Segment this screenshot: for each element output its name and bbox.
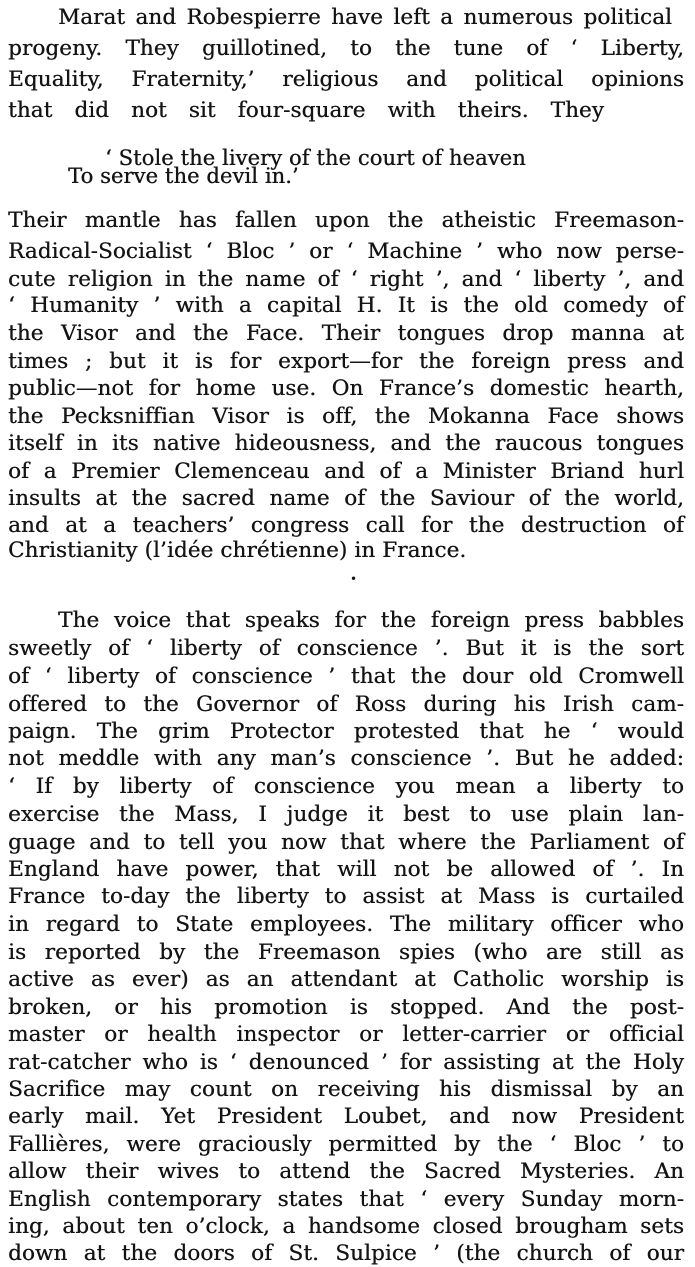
text-line: the Pecksniffian Visor is off, the Mokanna Face shows <box>8 404 684 429</box>
text-line: ‘ If by liberty of conscience you mean a liberty to <box>8 774 684 799</box>
text-line: ‘ Humanity ’ with a capital H. It is the old comedy of <box>8 293 684 318</box>
text-line: paign. The grim Protector protested that he ‘ would <box>8 719 684 744</box>
text-line: down at the doors of St. Sulpice ’ (the church of our <box>8 1241 684 1266</box>
text-line: offered to the Governor of Ross during his Irish cam- <box>8 692 684 717</box>
text-line: Sacrifice may count on receiving his dismissal by an <box>8 1077 684 1102</box>
text-line: exercise the Mass, I judge it best to use plain lan- <box>8 802 684 827</box>
text-line: progeny. They guillotined, to the tune of ‘ Liberty, <box>8 36 684 61</box>
text-line: in regard to State employees. The military officer who <box>8 912 684 937</box>
text-line: insults at the sacred name of the Saviour of the world, <box>8 486 684 511</box>
text-line: Radical-Socialist ‘ Bloc ’ or ‘ Machine ’ who now perse- <box>8 239 684 264</box>
section-break-ornament: • <box>350 572 358 586</box>
text-line: England have power, that will not be allowed of ’. In <box>8 857 684 882</box>
text-line: sweetly of ‘ liberty of conscience ’. But it is the sort <box>8 636 684 661</box>
text-line: The voice that speaks for the foreign press babbles <box>58 608 684 633</box>
text-line: allow their wives to attend the Sacred Mysteries. An <box>8 1159 684 1184</box>
text-line: active as ever) as an attendant at Catholic worship is <box>8 967 684 992</box>
text-line: Marat and Robespierre have left a numerous political <box>58 5 672 30</box>
text-line: English contemporary states that ‘ every Sunday morn- <box>8 1187 684 1212</box>
text-line: that did not sit four-square with theirs. They <box>8 98 604 123</box>
text-line: master or health inspector or letter-carrier or official <box>8 1022 684 1047</box>
text-line: and at a teachers’ congress call for the destruction of <box>8 513 684 538</box>
verse-line: ‘ Stole the livery of the court of heaven <box>105 146 526 170</box>
text-line: early mail. Yet President Loubet, and now President <box>8 1104 684 1129</box>
text-line: Equality, Fraternity,’ religious and political opinions <box>8 67 684 92</box>
text-line: times ; but it is for export—for the foreign press and <box>8 349 684 374</box>
text-line: Christianity (l’idée chrétienne) in France. <box>8 538 467 563</box>
text-line: broken, or his promotion is stopped. And the post- <box>8 995 684 1020</box>
text-line: rat-catcher who is ‘ denounced ’ for assisting at the Holy <box>8 1050 684 1075</box>
text-line: not meddle with any man’s conscience ’. But he added: <box>8 746 684 771</box>
text-line: France to-day the liberty to assist at Mass is curtailed <box>8 884 684 909</box>
text-line: ing, about ten o’clock, a handsome closed brougham sets <box>8 1214 684 1239</box>
verse-line: To serve the devil in.’ <box>68 164 299 188</box>
text-line: cute religion in the name of ‘ right ’, and ‘ liberty ’, and <box>8 267 684 292</box>
text-line: the Visor and the Face. Their tongues drop manna at <box>8 321 684 346</box>
text-line: Fallières, were graciously permitted by the ‘ Bloc ’ to <box>8 1132 684 1157</box>
text-line: guage and to tell you now that where the Parliament of <box>8 830 684 855</box>
text-line: public—not for home use. On France’s domestic hearth, <box>8 376 684 401</box>
text-line: of a Premier Clemenceau and of a Minister Briand hurl <box>8 459 684 484</box>
text-line: Their mantle has fallen upon the atheistic Freemason- <box>8 208 684 233</box>
text-line: of ‘ liberty of conscience ’ that the dour old Cromwell <box>8 664 684 689</box>
text-line: itself in its native hideousness, and the raucous tongues <box>8 431 684 456</box>
text-line: is reported by the Freemason spies (who are still as <box>8 940 684 965</box>
